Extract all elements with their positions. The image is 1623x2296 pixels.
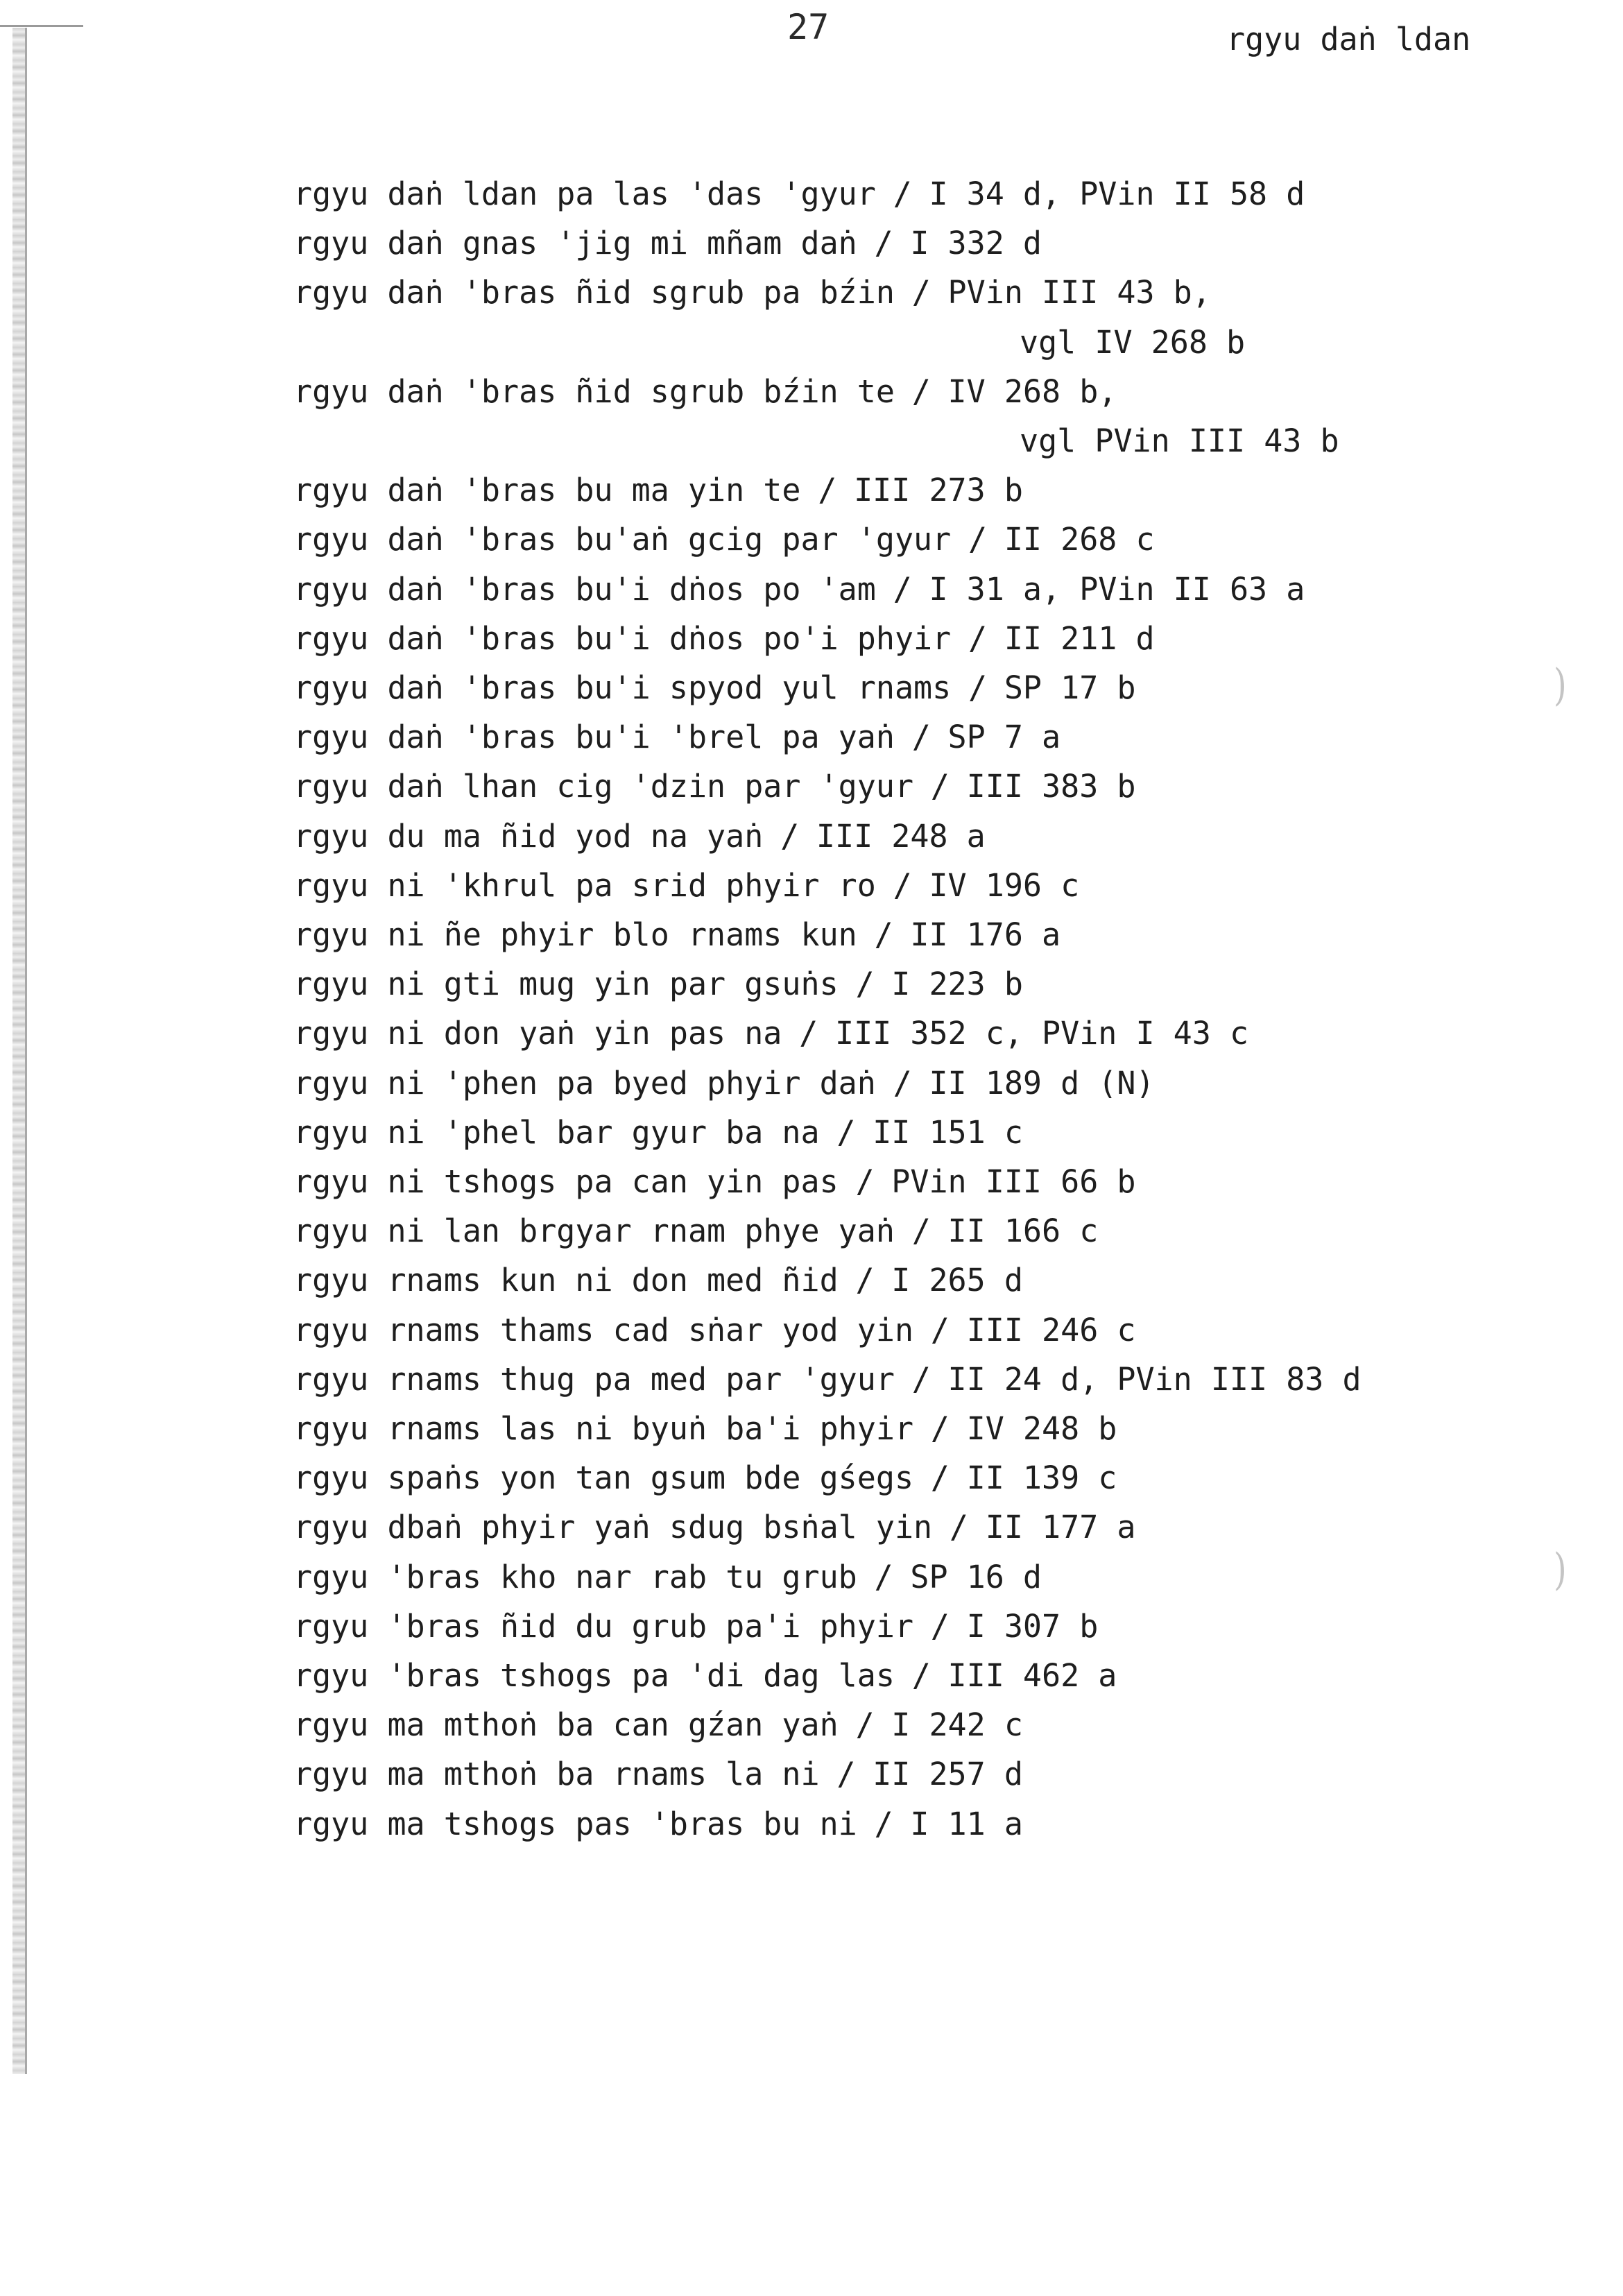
entry-phrase: rgyu ni 'khrul pa srid phyir ro <box>293 866 876 904</box>
entry-reference: I 265 d <box>891 1262 1023 1299</box>
entry-separator: / <box>874 1805 893 1842</box>
entry-separator: / <box>855 966 875 1003</box>
index-entry <box>293 618 1155 660</box>
entry-reference: II 24 d, PVin III 83 d <box>947 1360 1362 1398</box>
index-entry <box>293 371 1117 413</box>
entry-reference: SP 17 b <box>1004 669 1136 706</box>
entry-separator: / <box>855 1706 875 1744</box>
index-entry <box>293 569 1305 610</box>
entry-separator: / <box>893 570 912 608</box>
index-entry <box>293 1655 1117 1697</box>
entry-phrase: rgyu daṅ 'bras bu ma yin te <box>293 472 801 509</box>
entry-separator: / <box>911 1360 931 1398</box>
entry-reference: IV 268 b, <box>947 372 1117 410</box>
entry-reference: II 166 c <box>947 1213 1099 1250</box>
entry-reference: II 211 d <box>1004 619 1155 657</box>
entry-separator: / <box>930 1459 950 1497</box>
entry-phrase: rgyu ni tshogs pa can yin pas <box>293 1163 839 1200</box>
entry-separator: / <box>855 1262 875 1299</box>
index-entry <box>293 1754 1023 1795</box>
entry-phrase: rgyu ni 'phel bar gyur ba na <box>293 1113 820 1151</box>
entry-phrase: rgyu 'bras tshogs pa 'di dag las <box>293 1657 895 1694</box>
index-entry <box>293 1013 1248 1054</box>
entry-phrase: rgyu daṅ ldan pa las 'das 'gyur <box>293 175 876 212</box>
entry-reference: vgl PVin III 43 b <box>1020 422 1339 459</box>
scan-paren-mark: ) <box>1554 1544 1567 1595</box>
index-entry-continuation <box>1020 420 1339 462</box>
index-entry <box>293 717 1060 758</box>
index-entry <box>293 1557 1042 1598</box>
entry-phrase: rgyu daṅ 'bras bu'i spyod yul rnams <box>293 669 952 706</box>
index-entry <box>293 667 1135 709</box>
entry-separator: / <box>855 1163 875 1200</box>
entry-reference: I 332 d <box>910 225 1042 262</box>
entry-reference: PVin III 43 b, <box>947 274 1211 311</box>
index-entry <box>293 1457 1117 1499</box>
index-entry <box>293 519 1155 560</box>
index-entry <box>293 1161 1135 1203</box>
entry-separator: / <box>949 1509 968 1546</box>
entry-phrase: rgyu 'bras ñid du grub pa'i phyir <box>293 1607 914 1645</box>
entry-separator: / <box>911 274 931 311</box>
entry-phrase: rgyu du ma ñid yod na yaṅ <box>293 817 764 855</box>
index-entry <box>293 914 1060 956</box>
entry-phrase: rgyu 'bras kho nar rab tu grub <box>293 1558 857 1595</box>
entry-phrase: rgyu daṅ 'bras bu'i 'brel pa yaṅ <box>293 719 895 756</box>
entry-reference: I 223 b <box>891 966 1023 1003</box>
entry-separator: / <box>930 1607 950 1645</box>
index-entry <box>293 223 1042 264</box>
entry-separator: / <box>893 1064 912 1102</box>
scan-paren-mark: ) <box>1554 660 1567 711</box>
entry-separator: / <box>911 1657 931 1694</box>
entry-reference: III 462 a <box>947 1657 1117 1694</box>
entry-separator: / <box>836 1113 856 1151</box>
entry-reference: II 257 d <box>873 1756 1023 1793</box>
entry-phrase: rgyu dbaṅ phyir yaṅ sdug bsṅal yin <box>293 1509 933 1546</box>
index-entry <box>293 1210 1098 1252</box>
entry-separator: / <box>780 817 800 855</box>
entry-reference: I 242 c <box>891 1706 1023 1744</box>
entry-separator: / <box>968 619 988 657</box>
entry-reference: II 268 c <box>1004 521 1155 558</box>
entry-phrase: rgyu ni ñe phyir blo rnams kun <box>293 916 857 953</box>
entry-reference: vgl IV 268 b <box>1020 323 1246 361</box>
entry-reference: II 176 a <box>910 916 1061 953</box>
entry-phrase: rgyu ni gti mug yin par gsuṅs <box>293 966 839 1003</box>
entry-phrase: rgyu daṅ 'bras ñid sgrub pa bźin <box>293 274 895 311</box>
entry-phrase: rgyu rnams las ni byuṅ ba'i phyir <box>293 1410 914 1447</box>
index-entry <box>293 1804 1023 1845</box>
entry-separator: / <box>968 669 988 706</box>
page-number: 27 <box>787 7 830 47</box>
entry-phrase: rgyu rnams thams cad sṅar yod yin <box>293 1311 914 1348</box>
entry-phrase: rgyu ma mthoṅ ba can gźan yaṅ <box>293 1706 839 1744</box>
entry-reference: I 307 b <box>966 1607 1099 1645</box>
entry-phrase: rgyu daṅ 'bras bu'i dṅos po'i phyir <box>293 619 952 657</box>
index-entry <box>293 816 986 857</box>
index-entry <box>293 766 1135 807</box>
index-entry <box>293 1408 1117 1450</box>
index-entry <box>293 1112 1023 1154</box>
entry-phrase: rgyu ma tshogs pas 'bras bu ni <box>293 1805 857 1842</box>
entry-reference: II 189 d (N) <box>929 1064 1155 1102</box>
entry-reference: I 31 a, PVin II 63 a <box>929 570 1305 608</box>
entry-reference: III 352 c, PVin I 43 c <box>835 1015 1249 1052</box>
index-entry <box>293 173 1305 215</box>
entry-reference: III 273 b <box>854 472 1023 509</box>
entry-separator: / <box>818 472 837 509</box>
entry-phrase: rgyu spaṅs yon tan gsum bde gśegs <box>293 1459 914 1497</box>
entry-reference: IV 196 c <box>929 866 1080 904</box>
entry-phrase: rgyu ni 'phen pa byed phyir daṅ <box>293 1064 876 1102</box>
entry-separator: / <box>911 372 931 410</box>
entry-reference: I 11 a <box>910 1805 1023 1842</box>
running-head: rgyu daṅ ldan <box>1226 21 1471 58</box>
entry-phrase: rgyu daṅ lhan cig 'dzin par 'gyur <box>293 768 914 805</box>
entry-separator: / <box>911 719 931 756</box>
entry-separator: / <box>893 175 912 212</box>
index-entry <box>293 272 1211 314</box>
entry-reference: I 34 d, PVin II 58 d <box>929 175 1305 212</box>
entry-phrase: rgyu rnams kun ni don med ñid <box>293 1262 839 1299</box>
entry-separator: / <box>930 768 950 805</box>
entry-separator: / <box>874 1558 893 1595</box>
index-entry <box>293 1063 1155 1104</box>
index-entry-continuation <box>1020 322 1245 363</box>
entry-reference: IV 248 b <box>966 1410 1117 1447</box>
index-entry <box>293 1260 1023 1301</box>
index-entry <box>293 1359 1362 1400</box>
entry-separator: / <box>930 1311 950 1348</box>
entry-separator: / <box>836 1756 856 1793</box>
entry-separator: / <box>968 521 988 558</box>
entry-phrase: rgyu ma mthoṅ ba rnams la ni <box>293 1756 820 1793</box>
entry-reference: III 246 c <box>966 1311 1136 1348</box>
entry-reference: SP 16 d <box>910 1558 1042 1595</box>
entry-reference: SP 7 a <box>947 719 1061 756</box>
index-entry <box>293 1606 1098 1647</box>
entry-separator: / <box>893 866 912 904</box>
index-entry <box>293 865 1079 907</box>
entry-phrase: rgyu daṅ 'bras bu'aṅ gcig par 'gyur <box>293 521 952 558</box>
entry-phrase: rgyu daṅ gnas 'jig mi mñam daṅ <box>293 225 857 262</box>
entry-phrase: rgyu ni don yaṅ yin pas na <box>293 1015 782 1052</box>
entry-phrase: rgyu daṅ 'bras ñid sgrub bźin te <box>293 372 895 410</box>
entry-phrase: rgyu ni lan brgyar rnam phye yaṅ <box>293 1213 895 1250</box>
entry-separator: / <box>874 916 893 953</box>
entry-reference: III 383 b <box>966 768 1136 805</box>
index-entry <box>293 1310 1135 1351</box>
entry-separator: / <box>911 1213 931 1250</box>
entry-phrase: rgyu daṅ 'bras bu'i dṅos po 'am <box>293 570 876 608</box>
index-entry <box>293 1704 1023 1746</box>
entry-reference: PVin III 66 b <box>891 1163 1136 1200</box>
index-entry <box>293 470 1023 511</box>
entry-reference: III 248 a <box>816 817 986 855</box>
entry-phrase: rgyu rnams thug pa med par 'gyur <box>293 1360 895 1398</box>
entry-separator: / <box>874 225 893 262</box>
entry-reference: II 177 a <box>985 1509 1136 1546</box>
entry-separator: / <box>930 1410 950 1447</box>
index-entry <box>293 1507 1135 1548</box>
entry-reference: II 139 c <box>966 1459 1117 1497</box>
entry-reference: II 151 c <box>873 1113 1023 1151</box>
index-entry <box>293 963 1023 1005</box>
entry-separator: / <box>799 1015 818 1052</box>
